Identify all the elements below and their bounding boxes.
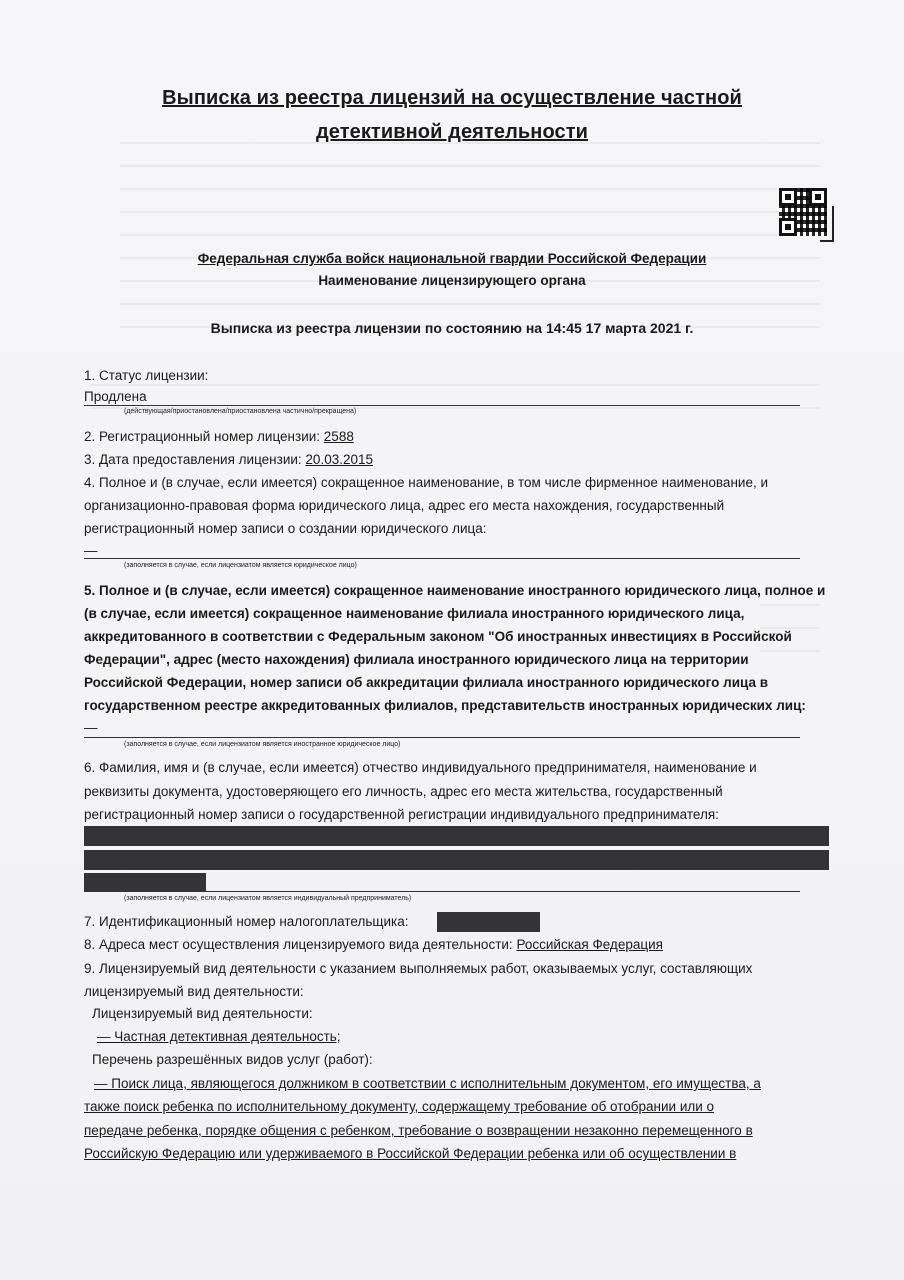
status-label: 1. Статус лицензии: (84, 368, 209, 383)
redacted-inn (437, 912, 540, 932)
authority-caption: Наименование лицензирующего органа (318, 273, 586, 288)
services-line: — Поиск лица, являющегося должником в соответствии с исполнительным документом, его имущества, а (94, 1076, 761, 1091)
item4-line: 4. Полное и (в случае, если имеется) сокращенное наименование, в том числе фирменное наименование, и (84, 475, 768, 490)
document-title-line-1: Выписка из реестра лицензий на осуществление частной (162, 87, 742, 109)
redacted-block (84, 873, 206, 892)
item9-line: 9. Лицензируемый вид деятельности с указанием выполняемых работ, оказываемых услуг, составляющих (84, 961, 753, 976)
item4-value: — (84, 543, 98, 558)
inn-label: 7. Идентификационный номер налогоплательщика: (84, 914, 409, 929)
bleed-through-noise (760, 590, 820, 660)
item5-hint: (заполняется в случае, если лицензиатом является иностранное юридическое лицо) (124, 741, 401, 748)
services-line: Российскую Федерацию или удерживаемого в Российской Федерации ребенка или об осуществлении в (84, 1146, 737, 1161)
status-hint: (действующая/приостановлена/приостановлена частично/прекращена) (124, 408, 357, 415)
item6-line: реквизиты документа, удостоверяющего его личность, адрес его места жительства, государственный (84, 784, 723, 799)
item5-rule (84, 737, 800, 738)
item6-line: регистрационный номер записи о государственной регистрации индивидуального предпринимателя: (84, 807, 719, 822)
activity-label: Лицензируемый вид деятельности: (92, 1006, 313, 1021)
item4-line: регистрационный номер записи о создании юридического лица: (84, 521, 487, 536)
address-row (84, 937, 663, 952)
status-value: Продлена (84, 389, 147, 404)
item5-value: — (84, 720, 98, 735)
bleed-through-noise (120, 128, 820, 348)
item5-line: 5. Полное и (в случае, если имеется) сокращенное наименование иностранного юридического лица, полное и (84, 583, 826, 598)
services-line: передаче ребенка, порядке общения с ребенком, требование о возвращении незаконно перемещенного в (84, 1123, 753, 1138)
regnum-row (84, 429, 354, 444)
status-rule (84, 405, 800, 406)
services-line: также поиск ребенка по исполнительному документу, содержащему требование об отобрании или о (84, 1099, 715, 1114)
date-label: 3. Дата предоставления лицензии: (84, 452, 302, 467)
item6-line: 6. Фамилия, имя и (в случае, если имеется) отчество индивидуального предпринимателя, наименование и (84, 760, 757, 775)
address-value: Российская Федерация (516, 937, 663, 952)
address-label: 8. Адреса мест осуществления лицензируемого вида деятельности: (84, 937, 513, 952)
item6-rule (84, 891, 800, 892)
item5-line: аккредитованного в соответствии с Федеральным законом "Об иностранных инвестициях в Российской (84, 629, 792, 644)
regnum-value: 2588 (323, 429, 354, 444)
item5-line: Российской Федерации, номер записи об аккредитации филиала иностранного юридического лица в (84, 675, 769, 690)
date-value: 20.03.2015 (305, 452, 373, 467)
item5-line: (в случае, если имеется) сокращенное наименование филиала иностранного юридического лица, (84, 606, 745, 621)
item4-hint: (заполняется в случае, если лицензиатом является юридическое лицо) (124, 562, 357, 569)
services-label: Перечень разрешённых видов услуг (работ): (92, 1052, 373, 1067)
redacted-block (84, 850, 829, 870)
corner-bracket (820, 206, 834, 242)
statement-heading: Выписка из реестра лицензии по состоянию на 14:45 17 марта 2021 г. (210, 320, 694, 336)
document-title-line-2: детективной деятельности (315, 121, 589, 143)
item4-rule (84, 558, 800, 559)
item9-line: лицензируемый вид деятельности: (84, 984, 304, 999)
item4-line: организационно-правовая форма юридического лица, адрес его места нахождения, государственный (84, 498, 725, 513)
date-row (84, 452, 373, 467)
item5-line: Федерации", адрес (место нахождения) филиала иностранного юридического лица на территории (84, 652, 749, 667)
item5-line: государственном реестре аккредитованных филиалов, представительств иностранных юридических лиц: (84, 698, 806, 713)
activity-value: — Частная детективная деятельность; (97, 1029, 341, 1044)
authority-name: Федеральная служба войск национальной гвардии Российской Федерации (197, 251, 707, 266)
redacted-block (84, 826, 829, 846)
regnum-label: 2. Регистрационный номер лицензии: (84, 429, 321, 444)
item6-hint: (заполняется в случае, если лицензиатом является индивидуальный предприниматель) (124, 895, 412, 902)
